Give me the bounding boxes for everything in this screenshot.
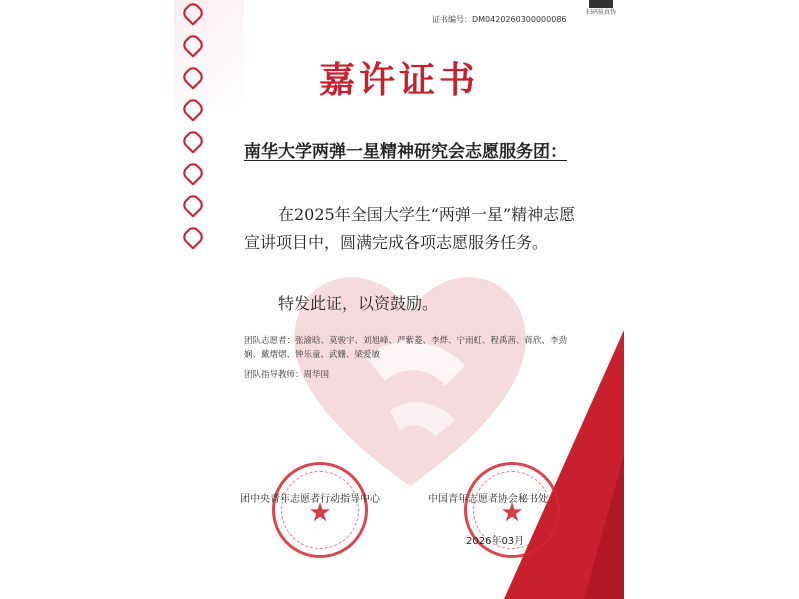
qr-code[interactable] bbox=[578, 0, 624, 18]
corner-decoration-dark bbox=[584, 455, 624, 599]
team-advisor: 团队指导教师：周华国 bbox=[244, 370, 330, 380]
team-members: 团队志愿者：张渝晗、莫骏宇、刘旭峰、严紫菱、李烨、宁雨虹、程禹茜、蒋欣、李劲娴、戴熠熠、钟乐童、武姗、梁爱敏 bbox=[244, 336, 568, 360]
star-seal-icon bbox=[272, 462, 368, 558]
star-icon: ★ bbox=[500, 498, 524, 528]
qr-caption: 扫码验真伪 bbox=[585, 9, 616, 16]
star-icon: ★ bbox=[308, 498, 332, 528]
certificate-number: 证书编号：DM0420260300000086 bbox=[432, 15, 567, 24]
issuer-right: 中国青年志愿者协会秘书处 bbox=[428, 494, 548, 505]
certificate bbox=[174, 0, 624, 599]
heart-icon bbox=[180, 192, 205, 217]
certificate-title: 嘉许证书 bbox=[318, 59, 479, 101]
issue-date: 2026年03月 bbox=[466, 536, 525, 547]
heart-icon bbox=[180, 128, 205, 153]
encouragement-text: 特发此证，以资鼓励。 bbox=[278, 294, 439, 313]
recipient-name: 南华大学两弹一星精神研究会志愿服务团： bbox=[244, 142, 567, 162]
heart-icon bbox=[180, 224, 205, 249]
qr-code-icon bbox=[589, 0, 613, 8]
heart-icon bbox=[180, 0, 205, 25]
certificate-body: 在2025年全国大学生“两弹一星”精神志愿宣讲项目中，圆满完成各项志愿服务任务。 bbox=[244, 205, 576, 252]
heart-icon bbox=[180, 160, 205, 185]
heart-pattern bbox=[174, 0, 214, 250]
issuer-left: 团中央青年志愿者行动指导中心 bbox=[240, 494, 380, 505]
